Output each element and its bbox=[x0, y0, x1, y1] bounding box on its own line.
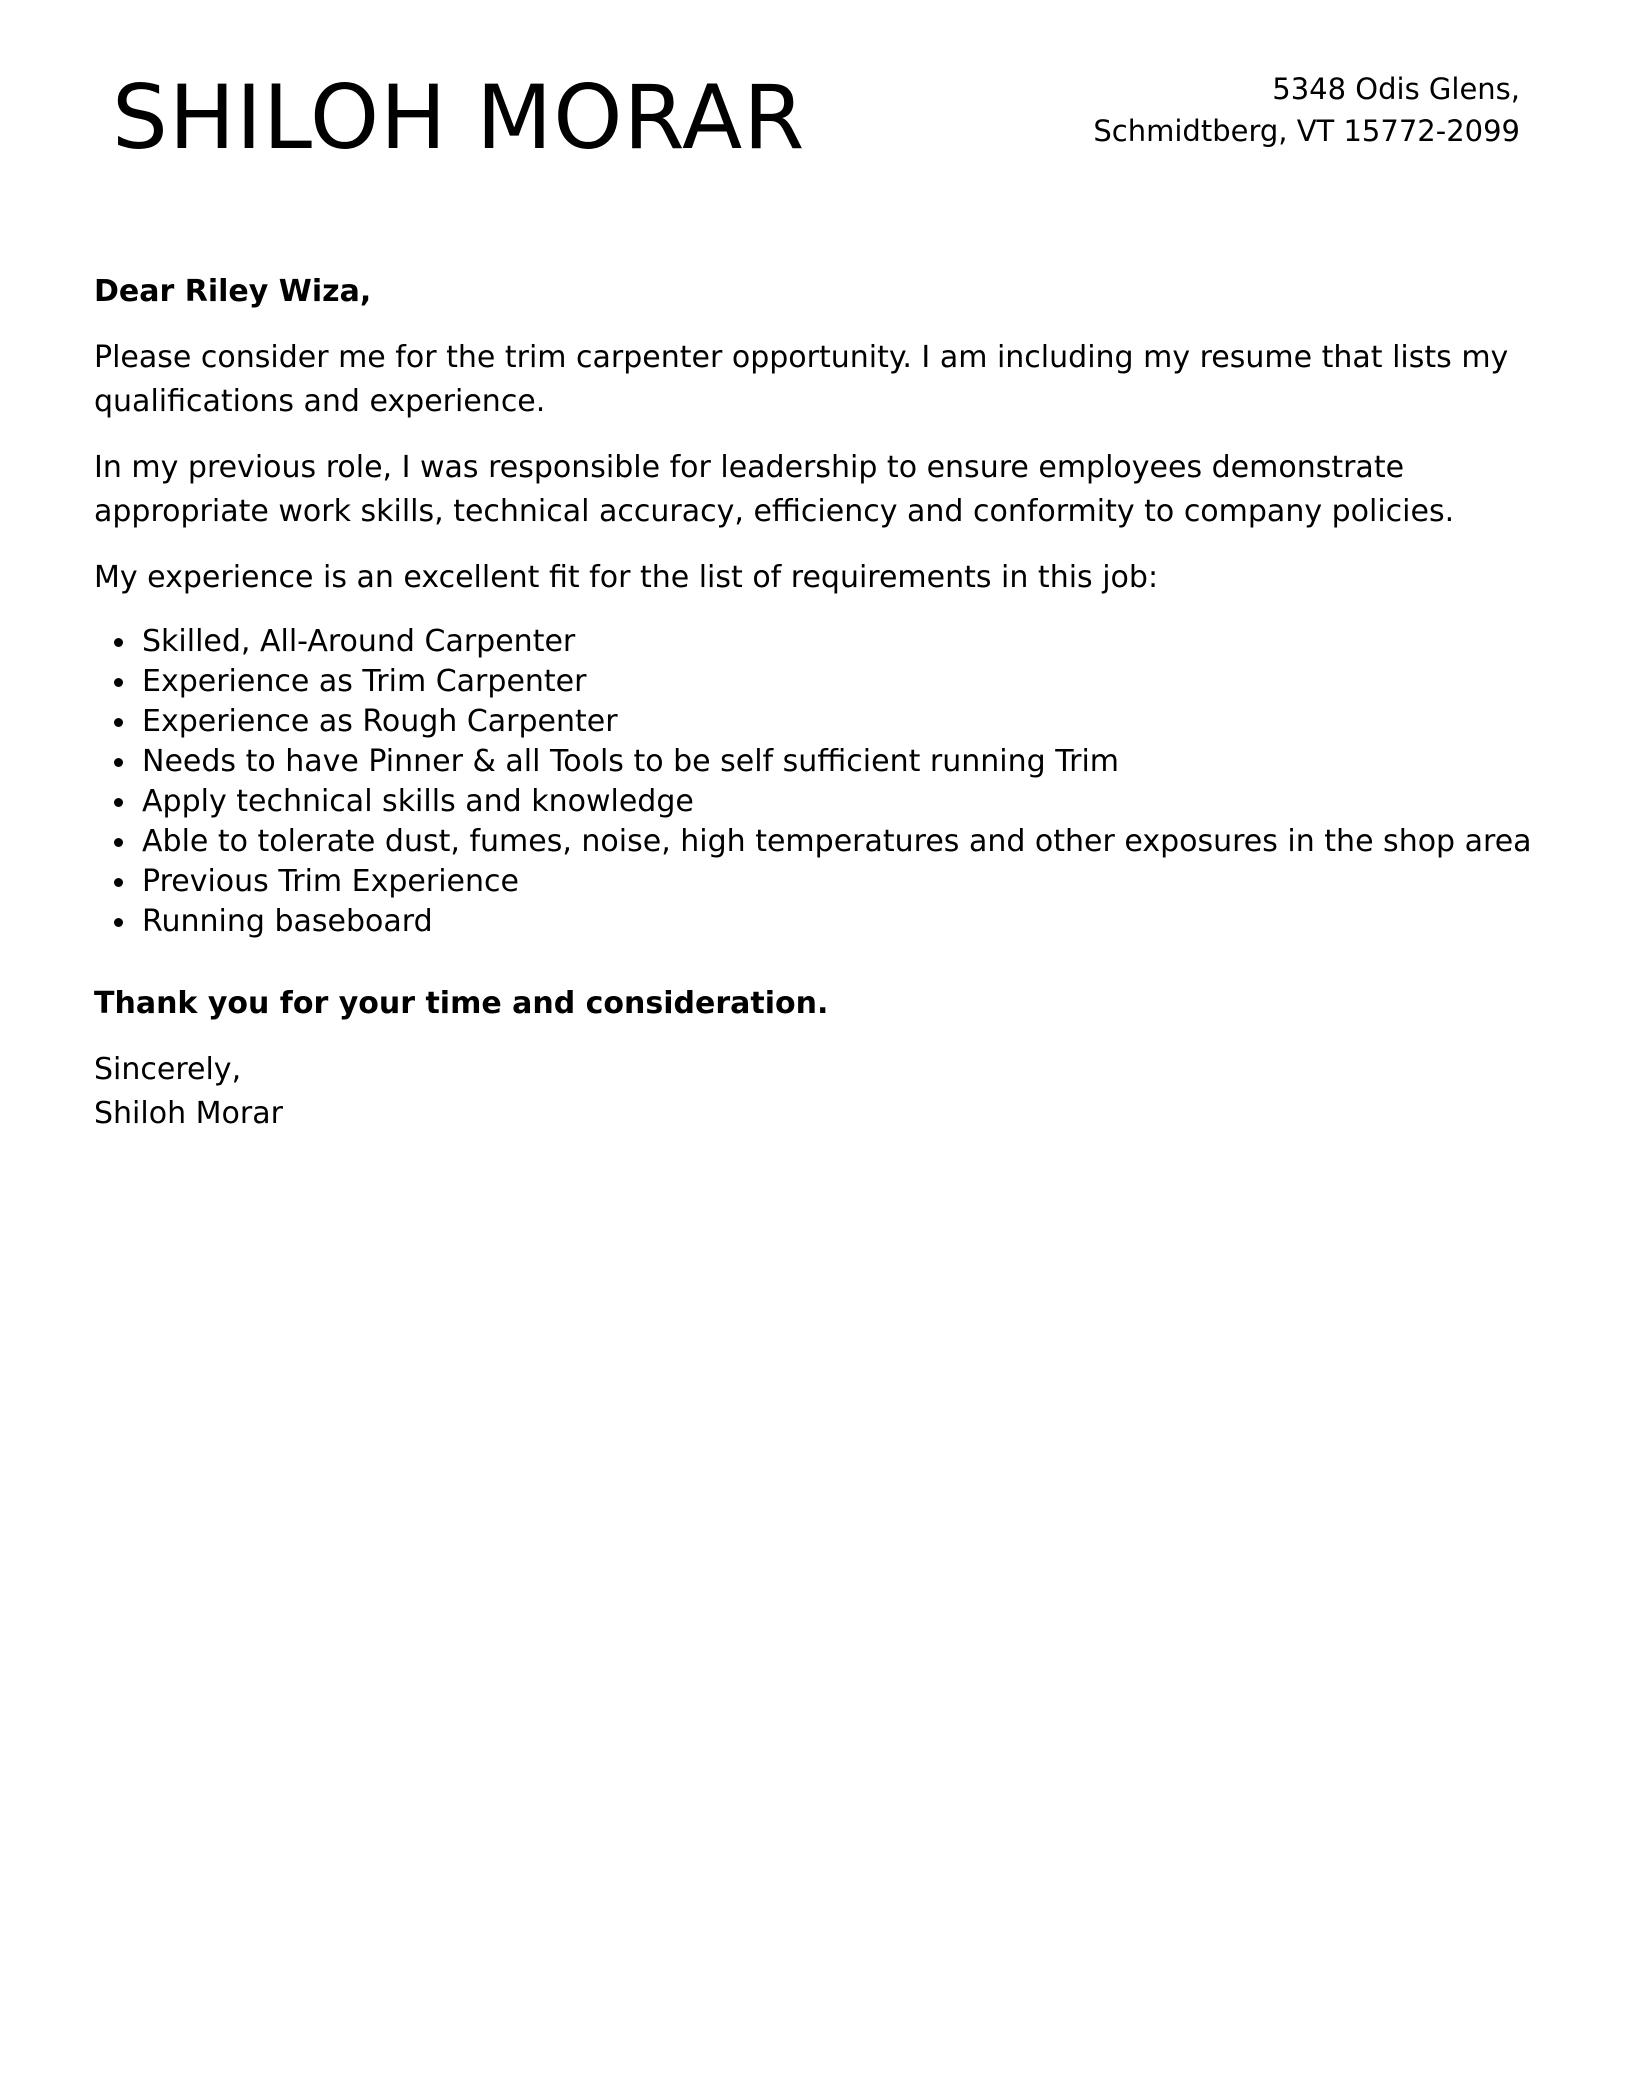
bullet-icon bbox=[114, 838, 123, 847]
experience-paragraph: In my previous role, I was responsible for leadership to ensure employees demonstrate appropriate work skills, technical accuracy, efficiency and conformity to company policies. bbox=[94, 450, 1455, 529]
list-item-text: Skilled, All-Around Carpenter bbox=[142, 624, 576, 659]
bullet-icon bbox=[114, 798, 123, 807]
list-item-text: Running baseboard bbox=[142, 904, 433, 939]
list-item bbox=[94, 622, 1534, 662]
requirements-list bbox=[94, 622, 1534, 942]
signoff: Sincerely, bbox=[94, 1052, 242, 1087]
bullet-icon bbox=[114, 638, 123, 647]
bullet-icon bbox=[114, 718, 123, 727]
closing-line: Thank you for your time and consideration. bbox=[94, 986, 829, 1021]
applicant-name: SHILOH MORAR bbox=[112, 66, 806, 169]
bullet-icon bbox=[114, 878, 123, 887]
list-item bbox=[94, 782, 1534, 822]
address-block bbox=[1093, 68, 1520, 152]
bullet-icon bbox=[114, 918, 123, 927]
salutation: Dear Riley Wiza, bbox=[94, 274, 372, 309]
list-item-text: Able to tolerate dust, fumes, noise, high temperatures and other exposures in the shop area bbox=[142, 824, 1532, 859]
intro-paragraph: Please consider me for the trim carpenter opportunity. I am including my resume that lists my qualifications and experience. bbox=[94, 340, 1509, 419]
address-line-1: 5348 Odis Glens, bbox=[1272, 72, 1520, 106]
list-item bbox=[94, 862, 1534, 902]
list-item bbox=[94, 702, 1534, 742]
signature-name: Shiloh Morar bbox=[94, 1096, 283, 1131]
requirements-intro: My experience is an excellent fit for the list of requirements in this job: bbox=[94, 560, 1159, 595]
list-item bbox=[94, 662, 1534, 702]
list-item bbox=[94, 742, 1534, 782]
bullet-icon bbox=[114, 678, 123, 687]
list-item-text: Apply technical skills and knowledge bbox=[142, 784, 694, 819]
list-item bbox=[94, 902, 1534, 942]
address-line-2: Schmidtberg, VT 15772-2099 bbox=[1093, 114, 1520, 148]
signoff-block bbox=[94, 1048, 1534, 1136]
list-item-text: Needs to have Pinner & all Tools to be self sufficient running Trim bbox=[142, 744, 1120, 779]
list-item-text: Previous Trim Experience bbox=[142, 864, 519, 899]
list-item-text: Experience as Trim Carpenter bbox=[142, 664, 587, 699]
list-item-text: Experience as Rough Carpenter bbox=[142, 704, 618, 739]
letter-body bbox=[94, 270, 1534, 1136]
list-item bbox=[94, 822, 1534, 862]
bullet-icon bbox=[114, 758, 123, 767]
